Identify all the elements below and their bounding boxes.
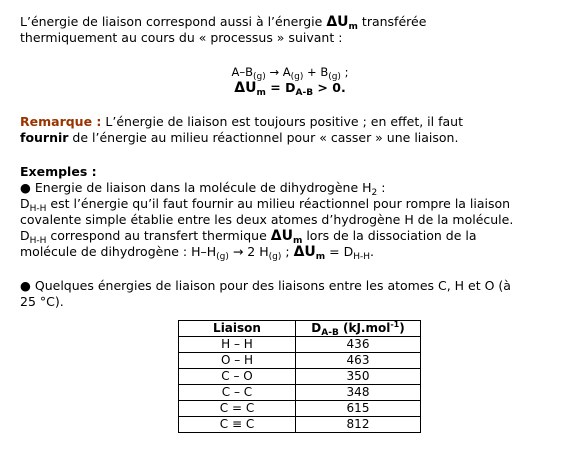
header-liaison: Liaison — [179, 321, 296, 337]
example-text-2: $D_{H-H}$ correspond au transfert thermique $\Delta U_m$ lors de la dissociation de la — [20, 228, 477, 246]
delta-u-m-symbol: $\Delta U_m$ — [326, 14, 358, 32]
cell-liaison: C ≡ C — [179, 417, 296, 433]
table-row — [179, 353, 421, 369]
cell-liaison: H – H — [179, 337, 296, 353]
examples-title: Exemples : — [20, 164, 97, 179]
remark-paragraph: Remarque : L’énergie de liaison est toujours positive ; en effet, il faut fournir de l’énergie au milieu réactionnel pour « casser » une liaison. — [20, 114, 463, 145]
table-body — [179, 337, 421, 433]
intro-text-b: transférée — [361, 14, 427, 29]
cell-liaison: C – C — [179, 385, 296, 401]
document-body — [20, 14, 560, 433]
intro-line-1 — [20, 14, 560, 30]
intro-text-a: L’énergie de liaison correspond aussi à l’énergie — [20, 14, 323, 29]
cell-liaison: O – H — [179, 353, 296, 369]
cell-energy: 615 — [296, 401, 421, 417]
example-bullet-2: ● Quelques énergies de liaison pour des liaisons entre les atomes C, H et O (à 25 °C). — [20, 278, 511, 309]
table-row — [179, 385, 421, 401]
cell-energy: 348 — [296, 385, 421, 401]
intro-line-2: thermiquement au cours du « processus » suivant : — [20, 30, 343, 45]
table-row — [179, 401, 421, 417]
table-row — [179, 337, 421, 353]
energy-equation: $\Delta U_m = D_{A-B} > 0$. — [234, 80, 346, 98]
header-energy: $D_{A-B}$ (kJ.mol$^{-1}$) — [296, 321, 421, 337]
cell-liaison: C – O — [179, 369, 296, 385]
table-header-row — [179, 321, 421, 337]
cell-liaison: C = C — [179, 401, 296, 417]
bond-energy-table — [178, 320, 421, 433]
remark-bold-word: fournir — [20, 130, 69, 145]
table-row — [179, 369, 421, 385]
cell-energy: 463 — [296, 353, 421, 369]
cell-energy: 350 — [296, 369, 421, 385]
table-row — [179, 417, 421, 433]
example-text-3: molécule de dihydrogène : $H-H_{(g)} \to 2$ $H_{(g)}$ ; $\Delta U_m = D_{H-H}$. — [20, 244, 374, 262]
example-bullet-1: ● Energie de liaison dans la molécule de dihydrogène $H_2$ : — [20, 180, 386, 198]
cell-energy: 436 — [296, 337, 421, 353]
example-text-1: $D_{H-H}$ est l’énergie qu’il faut fournir au milieu réactionnel pour rompre la liaison covalente simple établie entre les deux atomes d’hydrogène H de la molécule. — [20, 196, 514, 227]
reaction-equation: $A-B_{(g)} \to A_{(g)} + B_{(g)}$ ; — [231, 65, 349, 82]
remark-label: Remarque : — [20, 114, 102, 129]
cell-energy: 812 — [296, 417, 421, 433]
